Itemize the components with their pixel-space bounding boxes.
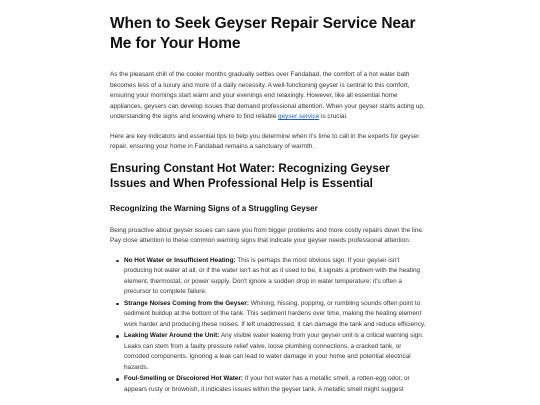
list-item-text: Whining, hissing, popping, or rumbling sounds often point to sediment buildup at the bottom of the tank. This sediment hardens over time, making the heating element work harder and producing these noises. If left unaddressed, it can damage the tank and reduce efficiency. [124,299,426,328]
list-item [124,256,428,298]
page-title: When to Seek Geyser Repair Service Near Me for Your Home [110,15,416,52]
list-item [124,299,428,331]
intro-paragraph [110,70,428,123]
list-item-label: No Hot Water or Insufficient Heating: [124,256,236,264]
list-item [124,331,428,373]
warning-signs-list [110,256,428,396]
geyser-service-link[interactable]: geyser service [278,113,320,120]
list-item-text: This is perhaps the most obvious sign. If your geyser isn't producing hot water at all, or if the water isn't as hot as it used to be, it signals a problem with the heating element, thermostat, or power supply. Don't ignore a sudden drop in water temperature; it's often a precursor to complete failure. [124,256,421,295]
intro-text-after-link: is crucial. [319,113,348,120]
list-item-label: Strange Noises Coming from the Geyser: [124,299,250,307]
list-item-text: Any visible water leaking from your geyser unit is a critical warning sign. Leaks can stem from a faulty pressure relief valve, loose plumbing connections, a cracked tank, or corroded components. Ignoring a leak can lead to water damage in your home and potential electrical hazards. [124,332,424,371]
section-intro-paragraph: Being proactive about geyser issues can save you from bigger problems and more costly repairs down the line. Pay close attention to these common warning signs that indicate your geyser needs professional attention. [110,226,424,244]
intro-paragraph-2: Here are key indicators and essential tips to help you determine when it's time to call in the experts for geyser repair, ensuring your home in Faridabad remains a sanctuary of warmth. [110,132,420,150]
list-item-label: Leaking Water Around the Unit: [124,332,220,339]
sub-heading: Recognizing the Warning Signs of a Struggling Geyser [110,203,318,213]
intro-text-before-link: As the pleasant chill of the cooler months gradually settles over Faridabad, the comfort of a hot water bath becomes less of a luxury and more of a daily necessity. A well-functioning geyser is central to this comfort, ensuring your mornings start warm and your evenings end relaxingly. However, like all essential home appliances, geysers can develop issues that demand professional attention. When your geyser starts acting up, understanding the signs and knowing where to find reliable [110,71,425,120]
section-heading: Ensuring Constant Hot Water: Recognizing Geyser Issues and When Professional Help is Essential [110,161,390,190]
list-item-label: Foul-Smelling or Discolored Hot Water: [124,375,244,382]
list-item-text: If your hot water has a metallic smell, a rotten-egg odor, or appears rusty or brownish, it indicates issues within the geyser tank. A metallic smell might suggest [124,375,410,393]
article [110,0,428,396]
list-item [124,374,428,395]
